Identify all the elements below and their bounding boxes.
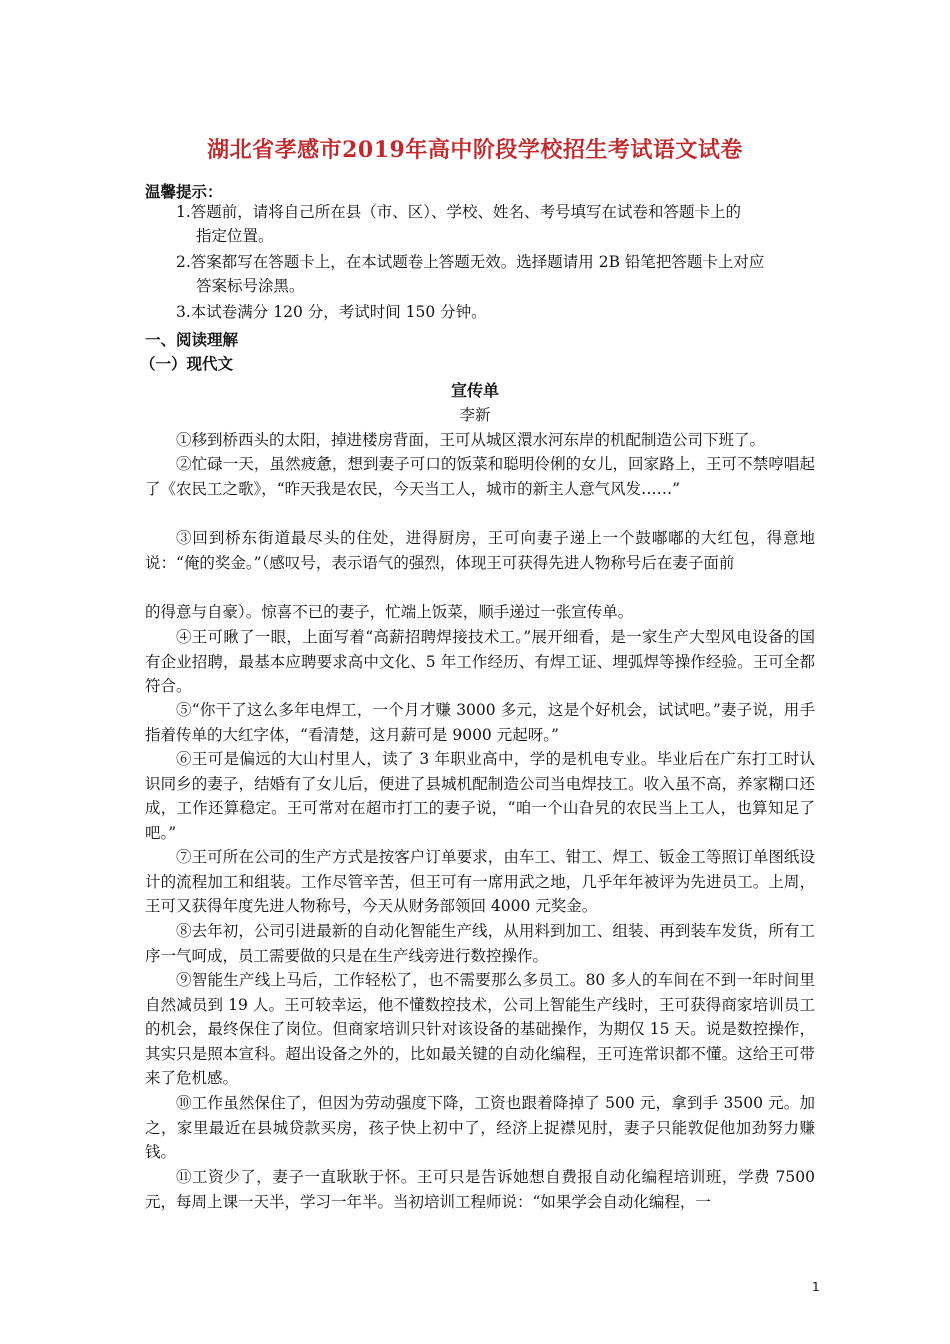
tip-text: 本试卷满分 120 分，考试时间 150 分钟。 <box>190 303 487 321</box>
subsection-heading: （一）现代文 <box>140 354 234 373</box>
paragraph-6: ⑥王可是偏远的大山村里人，读了 3 年职业高中，学的是机电专业。毕业后在广东打工时认识同乡的妻子，结婚有了女儿后，便进了县城机配制造公司当电焊技工。收入虽不高，养家糊口还成，工作还算稳定。王可常对在超市打工的妻子说，“咱一个山旮旯的农民当上工人，也算知足了吧。” <box>145 750 815 842</box>
tip-text-continued: 答案标号涂黑。 <box>196 277 305 295</box>
page-number: 1 <box>812 1280 820 1294</box>
paragraph-10: ⑩工作虽然保住了，但因为劳动强度下降，工资也跟着降掉了 500 元，拿到手 3500 元。加之，家里最近在县城贷款买房，孩子快上初中了，经济上捉襟见肘，妻子只能敦促他加劲努力赚钱。 <box>145 1094 815 1161</box>
tip-number: 2. <box>176 253 191 271</box>
article-title: 宣传单 <box>450 381 499 400</box>
paragraph-1: ①移到桥西头的太阳，掉进楼房背面，王可从城区澴水河东岸的机配制造公司下班了。 <box>176 431 766 449</box>
paragraph-4: ④王可瞅了一眼，上面写着“高薪招聘焊接技术工。”展开细看，是一家生产大型风电设备的国有企业招聘，最基本应聘要求高中文化、5 年工作经历、有焊工证、埋弧焊等操作经验。王可全都符合。 <box>145 628 815 695</box>
paragraph-3: ③回到桥东街道最尽头的住处，进得厨房，王可向妻子递上一个鼓嘟嘟的大红包，得意地说：“俺的奖金。”（感叹号，表示语气的强烈，体现王可获得先进人物称号后在妻子面前 <box>145 529 815 572</box>
paragraph-8: ⑧去年初，公司引进最新的自动化智能生产线，从用料到加工、组装、再到装车发货，所有工序一气呵成，员工需要做的只是在生产线旁进行数控操作。 <box>145 922 815 965</box>
paragraph-9: ⑨智能生产线上马后，工作轻松了，也不需要那么多员工。80 多人的车间在不到一年时间里自然减员到 19 人。王可较幸运，他不懂数控技术，公司上智能生产线时，王可获得商家培训员工的机会，最终保住了岗位。但商家培训只针对该设备的基础操作，为期仅 15 天。说是数控操作，其实只是照本宣科。超出设备之外的，比如最关键的自动化编程，王可连常识都不懂。这给王可带来了危机感。 <box>145 971 815 1087</box>
page-title: 湖北省孝感市2019年高中阶段学校招生考试语文试卷 <box>207 137 743 163</box>
paragraph-7: ⑦王可所在公司的生产方式是按客户订单要求，由车工、钳工、焊工、钣金工等照订单图纸设计的流程加工和组装。工作尽管辛苦，但王可有一席用武之地，几乎年年被评为先进员工。上周，王可又获得年度先进人物称号，今天从财务部领回 4000 元奖金。 <box>145 848 815 915</box>
tips-heading: 温馨提示： <box>145 182 223 201</box>
paragraph-2: ②忙碌一天，虽然疲惫，想到妻子可口的饭菜和聪明伶俐的女儿，回家路上，王可不禁哼唱起了《农民工之歌》，“昨天我是农民，今天当工人，城市的新主人意气风发……” <box>145 455 815 498</box>
tip-text: 答题前，请将自己所在县（市、区）、学校、姓名、考号填写在试卷和答题卡上的 <box>190 203 742 221</box>
tip-number: 3. <box>176 303 191 321</box>
tip-text: 答案都写在答题卡上，在本试题卷上答题无效。选择题请用 2B 铅笔把答题卡上对应 <box>190 253 765 271</box>
tip-item-1 <box>176 200 816 248</box>
paragraph-11: ⑪工资少了，妻子一直耿耿于怀。王可只是告诉她想自费报自动化编程培训班，学费 7500 元，每周上课一天半，学习一年半。当初培训工程师说：“如果学会自动化编程，一 <box>145 1168 815 1211</box>
article-author: 李新 <box>459 406 491 424</box>
tip-item-2 <box>176 250 816 298</box>
section-heading: 一、阅读理解 <box>145 330 239 349</box>
tip-number: 1. <box>176 203 191 221</box>
paragraph-3-continued: 的得意与自豪）。惊喜不已的妻子，忙端上饭菜，顺手递过一张宣传单。 <box>145 603 634 621</box>
tip-text-continued: 指定位置。 <box>196 227 274 245</box>
paragraph-5: ⑤“你干了这么多年电焊工，一个月才赚 3000 多元，这是个好机会，试试吧。”妻子说，用手指着传单的大红字体，“看清楚，这月薪可是 9000 元起呀。” <box>145 701 815 744</box>
tip-item-3 <box>176 300 816 324</box>
